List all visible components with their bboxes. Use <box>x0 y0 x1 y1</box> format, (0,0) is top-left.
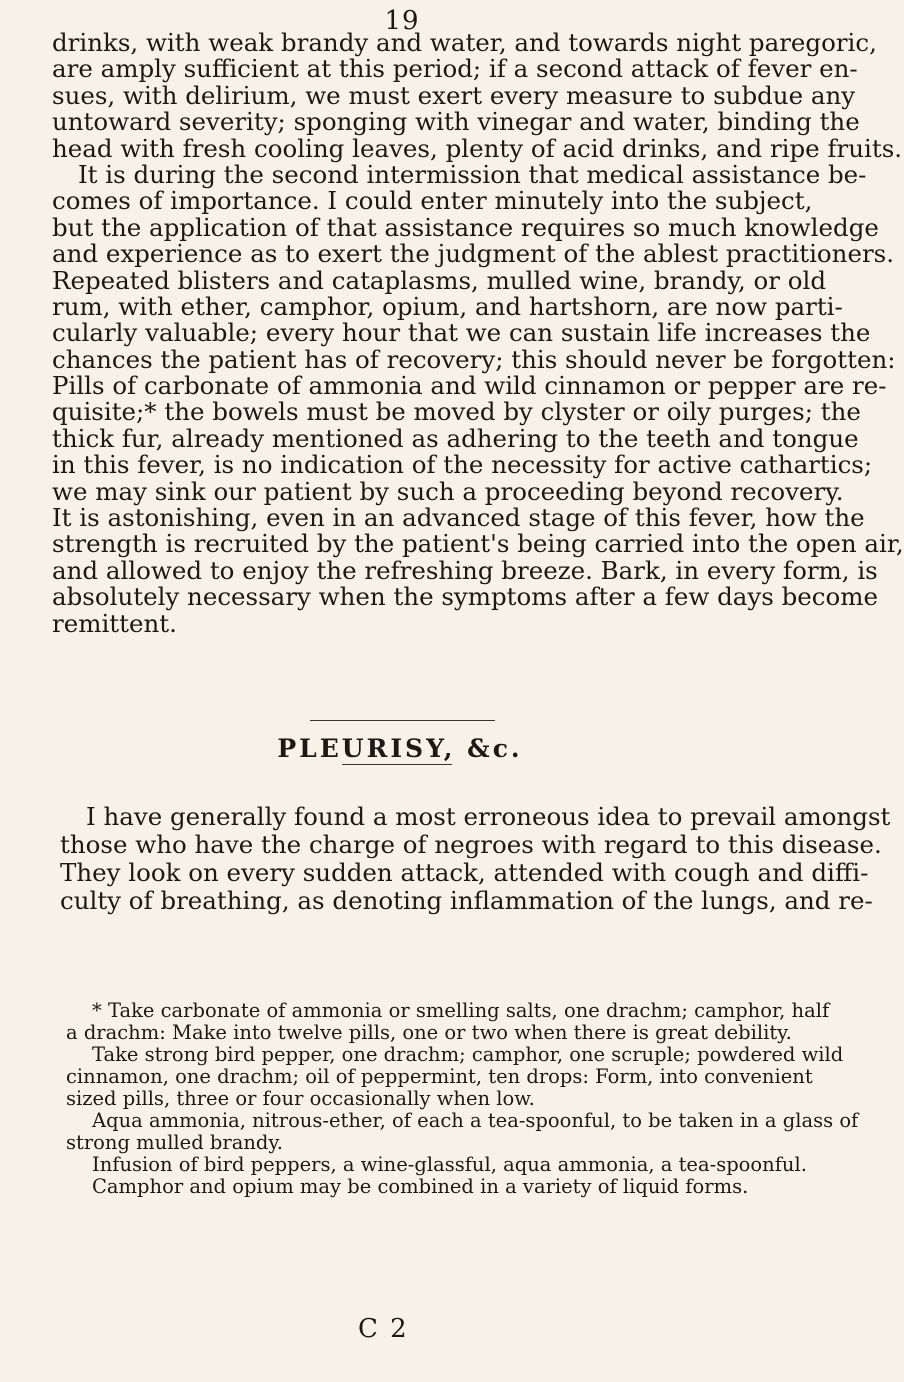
text-line: head with fresh cooling leaves, plenty of acid drinks, and ripe fruits. <box>52 133 903 163</box>
text-line: Repeated blisters and cataplasms, mulled wine, brandy, or old <box>52 265 827 295</box>
footnote-line: Infusion of bird peppers, a wine-glassful, aqua ammonia, a tea-spoonful. <box>92 1153 807 1176</box>
footnote-line: * Take carbonate of ammonia or smelling salts, one drachm; camphor, half <box>92 999 830 1022</box>
text-line: absolutely necessary when the symptoms after a few days become <box>52 582 878 612</box>
text-line: strength is recruited by the patient's being carried into the open air, <box>52 529 904 559</box>
section-divider-bottom <box>342 764 452 765</box>
footnote-line: Take strong bird pepper, one drachm; camphor, one scruple; powdered wild <box>92 1043 844 1066</box>
footnote-line: strong mulled brandy. <box>66 1131 283 1154</box>
text-line: and allowed to enjoy the refreshing breeze. Bark, in every form, is <box>52 555 878 585</box>
text-line: untoward severity; sponging with vinegar and water, binding the <box>52 107 860 137</box>
body-paragraph-fever <box>52 28 904 638</box>
text-line: those who have the charge of negroes with regard to this disease. <box>60 830 882 859</box>
footnote-line: cinnamon, one drachm; oil of peppermint, ten drops: Form, into convenient <box>66 1065 813 1088</box>
footnote-line: Camphor and opium may be combined in a variety of liquid forms. <box>92 1175 749 1198</box>
text-line: and experience as to exert the judgment of the ablest practitioners. <box>52 239 895 269</box>
text-line: Pills of carbonate of ammonia and wild cinnamon or pepper are re- <box>52 371 887 401</box>
text-line: we may sink our patient by such a proceeding beyond recovery. <box>52 476 844 506</box>
text-line: drinks, with weak brandy and water, and towards night paregoric, <box>52 28 877 57</box>
printer-signature-mark: C 2 <box>358 1314 409 1344</box>
section-divider-top <box>310 720 495 721</box>
text-line: in this fever, is no indication of the necessity for active cathartics; <box>52 450 873 480</box>
text-line: comes of importance. I could enter minutely into the subject, <box>52 186 813 216</box>
text-line: sues, with delirium, we must exert every measure to subdue any <box>52 80 856 110</box>
text-line: are amply sufficient at this period; if a second attack of fever en- <box>52 54 858 84</box>
text-line: culty of breathing, as denoting inflammation of the lungs, and re- <box>60 886 873 915</box>
footnote-line: a drachm: Make into twelve pills, one or two when there is great debility. <box>66 1021 792 1044</box>
text-line: It is during the second intermission that medical assistance be- <box>78 159 867 189</box>
text-line: quisite;* the bowels must be moved by clyster or oily purges; the <box>52 397 861 427</box>
footnotes <box>66 999 859 1198</box>
page-number: 19 <box>384 6 420 36</box>
text-line: thick fur, already mentioned as adhering to the teeth and tongue <box>52 423 859 453</box>
footnote-line: Aqua ammonia, nitrous-ether, of each a tea-spoonful, to be taken in a glass of <box>92 1109 859 1132</box>
text-line: It is astonishing, even in an advanced stage of this fever, how the <box>52 503 865 533</box>
text-line: I have generally found a most erroneous idea to prevail amongst <box>86 802 891 831</box>
text-line: chances the patient has of recovery; this should never be forgotten: <box>52 344 896 374</box>
body-paragraph-pleurisy <box>60 802 891 915</box>
footnote-line: sized pills, three or four occasionally when low. <box>66 1087 535 1110</box>
text-line: cularly valuable; every hour that we can sustain life increases the <box>52 318 871 348</box>
text-line: but the application of that assistance requires so much knowledge <box>52 212 879 242</box>
text-line: They look on every sudden attack, attended with cough and diffi- <box>60 858 869 887</box>
section-heading: PLEURISY, &c. <box>277 734 523 763</box>
text-line: remittent. <box>52 608 177 638</box>
text-line: rum, with ether, camphor, opium, and hartshorn, are now parti- <box>52 291 843 321</box>
